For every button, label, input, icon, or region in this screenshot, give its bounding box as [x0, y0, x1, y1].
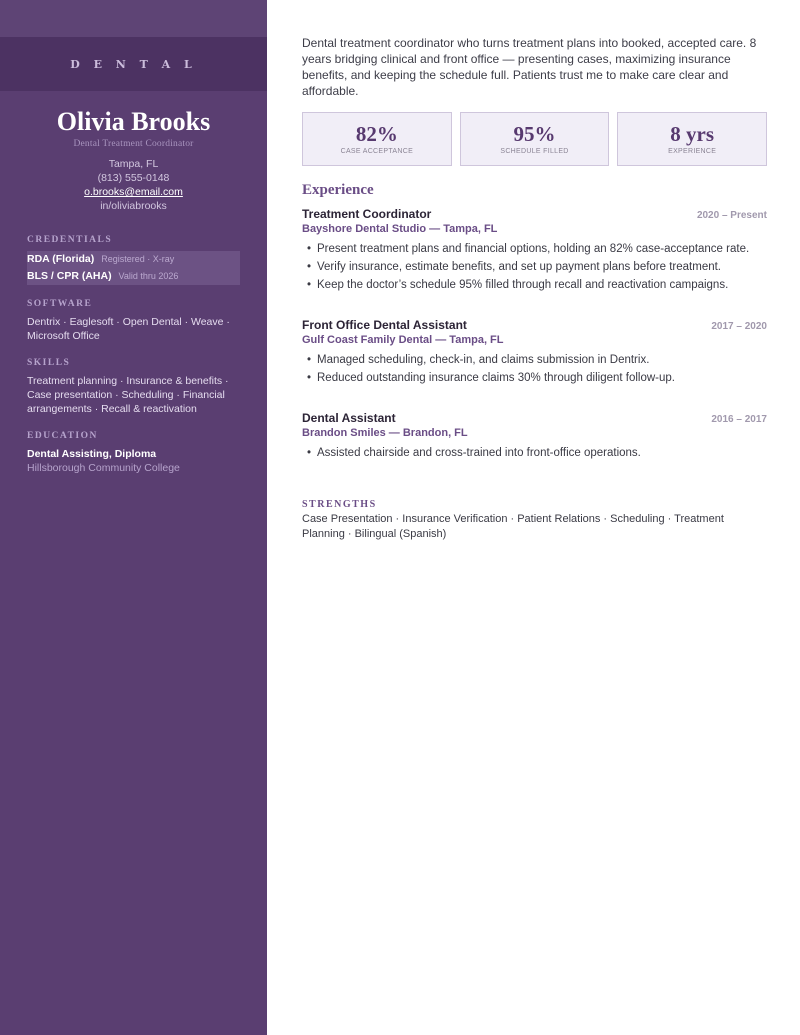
- education-heading: EDUCATION: [27, 431, 98, 441]
- sidebar: [0, 0, 267, 1035]
- job-bullet: • Keep the doctor’s schedule 95% filled through recall and reactivation campaigns.: [302, 276, 767, 294]
- stats-row: [302, 112, 767, 166]
- job-organization: Brandon Smiles — Brandon, FL: [302, 427, 468, 439]
- identity-block: [0, 91, 267, 213]
- experience-heading: Experience: [302, 182, 374, 198]
- stat-label: SCHEDULE FILLED: [500, 148, 569, 155]
- sidebar-top-strip: [0, 0, 267, 37]
- stat-card: [302, 112, 452, 166]
- software-heading: SOFTWARE: [27, 299, 93, 309]
- stat-value: 8 yrs: [670, 122, 715, 146]
- brand-band: [0, 37, 267, 91]
- job-bullet: • Reduced outstanding insurance claims 30% through diligent follow-up.: [302, 369, 767, 387]
- job-entry: [302, 207, 767, 294]
- job-bullets: [302, 351, 767, 387]
- contact-location: Tampa, FL: [108, 158, 159, 170]
- job-title: Treatment Coordinator: [302, 207, 432, 221]
- summary-text: Dental treatment coordinator who turns treatment plans into booked, accepted care. 8 years bridging clinical and front office — presenting cases, maximizing insurance benefits, and keeping the schedule full. Patients trust me to make care clear and affordable.: [302, 36, 757, 98]
- job-organization: Bayshore Dental Studio — Tampa, FL: [302, 223, 498, 235]
- stat-label: CASE ACCEPTANCE: [340, 148, 414, 155]
- software-list: Dentrix · Eaglesoft · Open Dental · Weave · Microsoft Office: [27, 316, 230, 342]
- credentials-section: [0, 235, 267, 285]
- job-dates: 2020 – Present: [696, 210, 767, 221]
- credential-name: RDA (Florida): [27, 253, 95, 265]
- stat-label: EXPERIENCE: [668, 148, 717, 155]
- brand-label: D E N T A L: [70, 57, 197, 71]
- credential-note: Valid thru 2026: [118, 271, 179, 281]
- job-organization: Gulf Coast Family Dental — Tampa, FL: [302, 334, 504, 346]
- job-dates: 2016 – 2017: [711, 414, 767, 425]
- credential-name: BLS / CPR (AHA): [27, 270, 112, 282]
- credential-item: [27, 251, 240, 268]
- job-bullets: [302, 240, 767, 294]
- software-section: [0, 299, 267, 343]
- job-bullet: • Managed scheduling, check-in, and claims submission in Dentrix.: [302, 351, 767, 369]
- strengths-list: Case Presentation · Insurance Verification · Patient Relations · Scheduling · Treatment Planning · Bilingual (Spanish): [302, 513, 724, 540]
- skills-section: [0, 358, 267, 416]
- main-content: [302, 0, 767, 542]
- credential-item: [27, 268, 240, 285]
- candidate-role: Dental Treatment Coordinator: [73, 139, 194, 149]
- stat-value: 82%: [355, 122, 398, 146]
- job-bullet: • Assisted chairside and cross-trained into front-office operations.: [302, 444, 767, 462]
- candidate-name: Olivia Brooks: [56, 107, 211, 136]
- contact-email-link[interactable]: o.brooks@email.com: [84, 186, 183, 198]
- skills-list: Treatment planning · Insurance & benefits · Case presentation · Scheduling · Financial arrangements · Recall & reactivation: [27, 375, 229, 415]
- stat-card: [460, 112, 610, 166]
- job-title: Front Office Dental Assistant: [302, 318, 467, 332]
- stat-card: [617, 112, 767, 166]
- credential-note: Registered · X-ray: [101, 254, 175, 264]
- job-dates: 2017 – 2020: [711, 321, 767, 332]
- skills-heading: SKILLS: [27, 358, 71, 368]
- job-entry: [302, 318, 767, 387]
- strengths-heading: STRENGTHS: [302, 499, 377, 510]
- job-bullet: • Present treatment plans and financial options, holding an 82% case-acceptance rate.: [302, 240, 767, 258]
- job-entry: [302, 411, 767, 462]
- education-degree: Dental Assisting, Diploma: [27, 448, 157, 460]
- contact-block: [0, 157, 267, 213]
- job-bullets: [302, 444, 767, 462]
- credentials-heading: CREDENTIALS: [27, 235, 113, 245]
- stat-value: 95%: [513, 122, 556, 146]
- job-title: Dental Assistant: [302, 411, 396, 425]
- contact-phone: (813) 555-0148: [97, 172, 170, 184]
- contact-linkedin: in/oliviabrooks: [100, 200, 167, 212]
- education-section: [0, 431, 267, 475]
- education-school: Hillsborough Community College: [27, 462, 180, 474]
- job-bullet: • Verify insurance, estimate benefits, and set up payment plans before treatment.: [302, 258, 767, 276]
